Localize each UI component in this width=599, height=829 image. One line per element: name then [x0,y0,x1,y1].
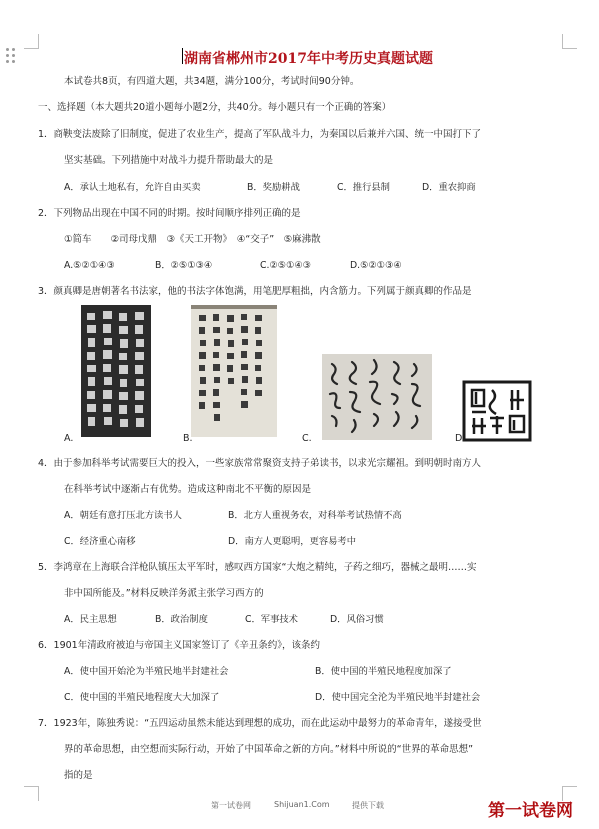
q4-option-d: D．南方人更聪明，更容易考中 [228,536,357,547]
calligraphy-image-a[interactable] [81,305,151,437]
text-cursor [182,48,183,64]
question-7-text: 7．1923年，陈独秀说：“五四运动虽然未能达到理想的成功，而在此运动中最努力的革命青年，遂接受世 [38,718,482,729]
question-4-text-cont: 在科举考试中逐渐占有优势。造成这种南北不平衡的原因是 [64,484,312,495]
question-7-text-cont: 界的革命思想，由空想而实际行动，开始了中国革命之新的方向。”材料中所说的“世界的革命思想” [64,744,474,755]
footer-site-name[interactable]: 第一试卷网 [211,801,251,810]
question-1-text: 1．商鞅变法废除了旧制度，促进了农业生产，提高了军队战斗力，为秦国以后兼并六国、统一中国打下了 [38,129,482,140]
q6-option-d: D．使中国完全沦为半殖民地半封建社会 [315,692,481,703]
question-7-text-cont2: 指的是 [64,770,93,781]
q4-option-c: C．经济重心南移 [64,536,136,547]
q2-option-c: C.②⑤①④③ [260,260,312,271]
question-5-text: 5．李鸿章在上海联合洋枪队镇压太平军时，感叹西方国家“大炮之精纯，子药之细巧，器械之最明……实 [38,562,477,573]
question-2-text: 2．下列物品出现在中国不同的时期。按时间顺序排列正确的是 [38,208,301,219]
question-6-text: 6．1901年清政府被迫与帝国主义国家签订了《辛丑条约》，该条约 [38,640,320,651]
q2-option-a: A.⑤②①④③ [64,260,115,271]
page-title: 湖南省郴州市2017年中考历史真题试题 [184,51,433,67]
calligraphy-image-c[interactable] [322,354,432,440]
q4-option-a: A．朝廷有意打压北方读书人 [64,510,182,521]
section-heading: 一、选择题（本大题共20道小题每小题2分，共40分。每小题只有一个正确的答案） [38,102,392,113]
q6-option-a: A．使中国开始沦为半殖民地半封建社会 [64,666,229,677]
q2-option-d: D.⑤②①③④ [350,260,402,271]
seal-image-d[interactable] [462,380,532,442]
q1-option-b: B．奖励耕战 [247,182,300,193]
q1-option-a: A．承认土地私有，允许自由买卖 [64,182,201,193]
q5-option-b: B．政治制度 [155,614,208,625]
footer-url[interactable]: Shijuan1.Com [274,800,330,809]
q3-option-c: C. [302,433,312,444]
q6-option-b: B．使中国的半殖民地程度加深了 [315,666,452,677]
q4-option-b: B．北方人重视务农，对科举考试热情不高 [228,510,402,521]
q5-option-d: D．风俗习惯 [330,614,384,625]
q1-option-d: D．重农抑商 [422,182,476,193]
question-1-text-cont: 坚实基础。下列措施中对战斗力提升帮助最大的是 [64,155,274,166]
exam-intro: 本试卷共8页，有四道大题，共34题，满分100分，考试时间90分钟。 [64,76,360,87]
margin-mark-top-left [24,34,39,49]
drag-handle-icon[interactable] [6,48,16,64]
question-3-text: 3．颜真卿是唐朝著名书法家，他的书法字体饱满，用笔肥厚粗拙，内含筋力。下列属于颜真卿的作品是 [38,286,472,297]
question-2-items: ①简车 ②司母戊鼎 ③《天工开物》 ④“交子” ⑤麻沸散 [64,234,321,245]
q2-option-b: B．②⑤①③④ [155,260,213,271]
q5-option-a: A．民主思想 [64,614,117,625]
margin-mark-top-right [562,34,577,49]
q5-option-c: C．军事技术 [245,614,298,625]
margin-mark-bottom-left [24,786,39,801]
calligraphy-image-b[interactable] [191,305,277,437]
footer-download[interactable]: 提供下载 [352,801,384,810]
brand-logo: 第一试卷网 [488,801,573,821]
question-4-text: 4．由于参加科举考试需要巨大的投入，一些家族常常聚资支持子弟读书，以求光宗耀祖。到明朝时南方人 [38,458,482,469]
question-5-text-cont: 非中国所能及。”材料反映洋务派主张学习西方的 [64,588,264,599]
q6-option-c: C．使中国的半殖民地程度大大加深了 [64,692,220,703]
q1-option-c: C．推行县制 [337,182,390,193]
q3-option-b: B. [183,433,193,444]
q3-option-d: D. [455,433,466,444]
q3-option-a: A. [64,433,74,444]
